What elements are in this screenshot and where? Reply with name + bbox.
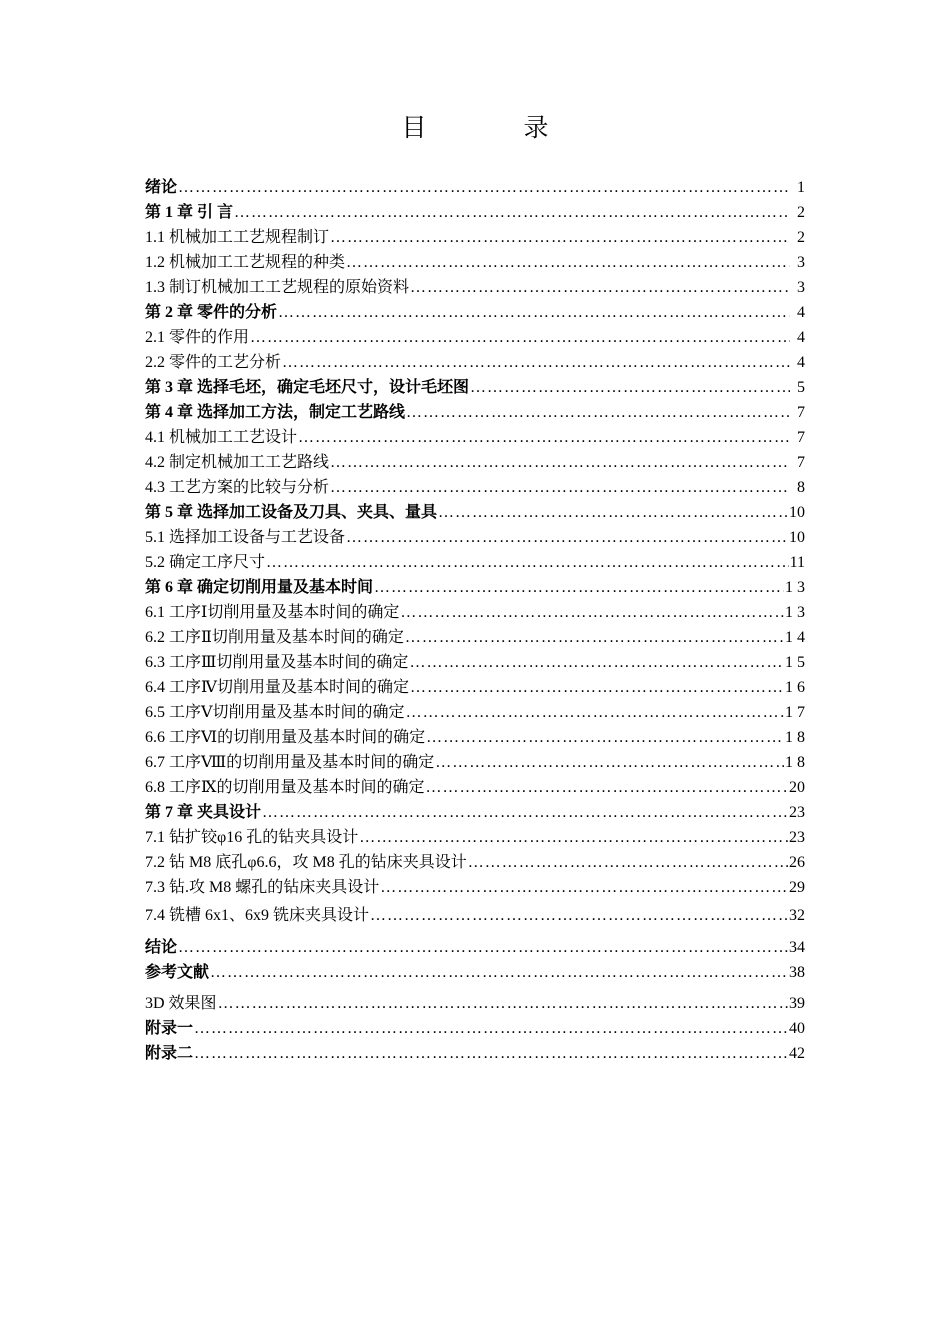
toc-entry[interactable]: [145, 178, 805, 198]
toc-entry-page-number: 1 5: [785, 654, 805, 671]
toc-entry[interactable]: [145, 528, 805, 548]
toc-entry-page-number: 1: [797, 179, 805, 196]
toc-entry-label: 1.1 机械加工工艺规程制订: [145, 229, 330, 246]
toc-entry-page-number: 23: [789, 804, 805, 821]
toc-leader-dots: [298, 428, 790, 448]
toc-entry-label: 附录一: [145, 1020, 194, 1037]
toc-leader-dots: [330, 228, 790, 248]
toc-entry-label: 参考文献: [145, 964, 210, 981]
toc-entry-label: 第 7 章 夹具设计: [145, 804, 262, 821]
toc-entry[interactable]: [145, 938, 805, 958]
toc-entry[interactable]: [145, 828, 805, 848]
toc-entry-page-number: 1 6: [785, 679, 805, 696]
toc-entry[interactable]: [145, 878, 805, 898]
toc-leader-dots: [178, 938, 788, 958]
toc-leader-dots: [405, 628, 784, 648]
toc-leader-dots: [470, 378, 790, 398]
toc-leader-dots: [262, 803, 788, 823]
toc-leader-dots: [282, 353, 790, 373]
toc-entry-page-number: 26: [789, 854, 805, 871]
toc-leader-dots: [435, 753, 784, 773]
toc-entry-page-number: 1 3: [785, 604, 805, 621]
toc-entry-page-number: 7: [797, 404, 805, 421]
toc-entry-label: 7.3 钻.攻 M8 螺孔的钻床夹具设计: [145, 879, 380, 896]
toc-entry-page-number: 3: [797, 279, 805, 296]
toc-entry-page-number: 4: [797, 304, 805, 321]
toc-entry-page-number: 23: [789, 829, 805, 846]
toc-entry-label: 第 4 章 选择加工方法，制定工艺路线: [145, 404, 406, 421]
toc-entry-label: 附录二: [145, 1045, 194, 1062]
toc-entry[interactable]: [145, 253, 805, 273]
toc-entry-page-number: 38: [789, 964, 805, 981]
toc-entry-label: 第 6 章 确定切削用量及基本时间: [145, 579, 374, 596]
toc-entry[interactable]: [145, 303, 805, 323]
toc-entry-page-number: 40: [789, 1020, 805, 1037]
toc-entry-label: 绪论: [145, 179, 178, 196]
toc-entry-page-number: 7: [797, 454, 805, 471]
toc-entry-page-number: 42: [789, 1045, 805, 1062]
toc-leader-dots: [218, 994, 788, 1014]
toc-leader-dots: [374, 578, 784, 598]
toc-leader-dots: [409, 653, 784, 673]
toc-entry-label: 第 1 章 引 言: [145, 204, 234, 221]
toc-leader-dots: [359, 828, 788, 848]
toc-entry-label: 6.4 工序Ⅳ切削用量及基本时间的确定: [145, 679, 409, 696]
toc-leader-dots: [426, 728, 784, 748]
toc-entry-label: 6.6 工序Ⅵ的切削用量及基本时间的确定: [145, 729, 426, 746]
toc-entry[interactable]: [145, 963, 805, 983]
toc-entry[interactable]: [145, 228, 805, 248]
toc-leader-dots: [194, 1044, 788, 1064]
toc-leader-dots: [406, 403, 790, 423]
toc-entry-page-number: 7: [797, 429, 805, 446]
toc-entry-page-number: 10: [789, 529, 805, 546]
toc-entry[interactable]: [145, 803, 805, 823]
toc-entry[interactable]: [145, 703, 805, 723]
toc-entry-page-number: 4: [797, 329, 805, 346]
toc-entry-page-number: 11: [789, 554, 805, 571]
toc-leader-dots: [346, 528, 788, 548]
toc-leader-dots: [406, 703, 784, 723]
toc-entry-label: 4.2 制定机械加工工艺路线: [145, 454, 330, 471]
toc-leader-dots: [370, 906, 788, 926]
toc-entry-label: 2.1 零件的作用: [145, 329, 250, 346]
toc-entry-label: 5.1 选择加工设备与工艺设备: [145, 529, 346, 546]
toc-leader-dots: [380, 878, 788, 898]
toc-entry[interactable]: [145, 853, 805, 873]
toc-entry[interactable]: [145, 753, 805, 773]
toc-entry[interactable]: [145, 403, 805, 423]
toc-entry[interactable]: [145, 603, 805, 623]
toc-entry-page-number: 1 3: [785, 579, 805, 596]
toc-entry-page-number: 34: [789, 939, 805, 956]
toc-entry-label: 6.5 工序Ⅴ切削用量及基本时间的确定: [145, 704, 405, 721]
toc-leader-dots: [330, 478, 790, 498]
toc-entry-label: 1.2 机械加工工艺规程的种类: [145, 254, 346, 271]
toc-entry-page-number: 5: [797, 379, 805, 396]
toc-entry-page-number: 1 7: [785, 704, 805, 721]
toc-entry-label: 7.2 钻 M8 底孔φ6.6，攻 M8 孔的钻床夹具设计: [145, 854, 467, 871]
toc-entry-page-number: 2: [797, 229, 805, 246]
toc-entry-page-number: 32: [789, 907, 805, 924]
toc-entry-page-number: 29: [789, 879, 805, 896]
toc-entry-label: 7.1 钻扩铰φ16 孔的钻夹具设计: [145, 829, 359, 846]
toc-entry[interactable]: [145, 778, 805, 798]
toc-leader-dots: [400, 603, 784, 623]
toc-entry-label: 4.1 机械加工工艺设计: [145, 429, 298, 446]
toc-entry[interactable]: [145, 906, 805, 926]
toc-entry-label: 第 5 章 选择加工设备及刀具、夹具、量具: [145, 504, 438, 521]
toc-entry-label: 5.2 确定工序尺寸: [145, 554, 266, 571]
toc-entry-page-number: 8: [797, 479, 805, 496]
toc-entry-page-number: 10: [789, 504, 805, 521]
toc-entry[interactable]: [145, 428, 805, 448]
toc-entry[interactable]: [145, 653, 805, 673]
toc-entry-label: 2.2 零件的工艺分析: [145, 354, 282, 371]
toc-entry-label: 3D 效果图: [145, 995, 217, 1012]
toc-entry[interactable]: [145, 578, 805, 598]
toc-leader-dots: [266, 553, 789, 573]
toc-leader-dots: [194, 1019, 788, 1039]
toc-entry-label: 第 3 章 选择毛坯，确定毛坯尺寸，设计毛坯图: [145, 379, 470, 396]
toc-leader-dots: [234, 203, 790, 223]
toc-entry-label: 结论: [145, 939, 178, 956]
toc-entry-label: 4.3 工艺方案的比较与分析: [145, 479, 330, 496]
toc-entry-page-number: 39: [789, 995, 805, 1012]
toc-entry-page-number: 3: [797, 254, 805, 271]
toc-entry-page-number: 2: [797, 204, 805, 221]
toc-leader-dots: [250, 328, 790, 348]
toc-entry[interactable]: [145, 278, 805, 298]
toc-entry-label: 7.4 铣槽 6x1、6x9 铣床夹具设计: [145, 907, 370, 924]
toc-entry-label: 6.7 工序Ⅷ的切削用量及基本时间的确定: [145, 754, 435, 771]
toc-entry-page-number: 4: [797, 354, 805, 371]
toc-leader-dots: [410, 278, 790, 298]
toc-entry[interactable]: [145, 353, 805, 373]
toc-entry-page-number: 20: [789, 779, 805, 796]
toc-entry[interactable]: [145, 203, 805, 223]
toc-entry[interactable]: [145, 503, 805, 523]
toc-entry[interactable]: [145, 453, 805, 473]
toc-leader-dots: [210, 963, 788, 983]
toc-entry-page-number: 1 8: [785, 754, 805, 771]
toc-leader-dots: [425, 778, 788, 798]
toc-entry-label: 6.2 工序Ⅱ切削用量及基本时间的确定: [145, 629, 404, 646]
toc-entry-label: 1.3 制订机械加工工艺规程的原始资料: [145, 279, 410, 296]
toc-entry[interactable]: [145, 328, 805, 348]
toc-entry[interactable]: [145, 478, 805, 498]
toc-leader-dots: [346, 253, 790, 273]
toc-entry-page-number: 1 4: [785, 629, 805, 646]
toc-entry-label: 6.8 工序Ⅸ的切削用量及基本时间的确定: [145, 779, 425, 796]
toc-leader-dots: [278, 303, 790, 323]
toc-entry[interactable]: [145, 378, 805, 398]
toc-leader-dots: [468, 853, 788, 873]
toc-entry[interactable]: [145, 628, 805, 648]
toc-entry[interactable]: [145, 728, 805, 748]
toc-leader-dots: [178, 178, 790, 198]
toc-entry[interactable]: [145, 1044, 805, 1064]
toc-entry[interactable]: [145, 1019, 805, 1039]
toc-entry[interactable]: [145, 553, 805, 573]
toc-entry[interactable]: [145, 678, 805, 698]
toc-entry-label: 第 2 章 零件的分析: [145, 304, 278, 321]
toc-entry-label: 6.3 工序Ⅲ切削用量及基本时间的确定: [145, 654, 409, 671]
toc-entry-label: 6.1 工序Ⅰ切削用量及基本时间的确定: [145, 604, 400, 621]
toc-title: 目 录: [401, 113, 585, 142]
toc-leader-dots: [410, 678, 784, 698]
toc-entry[interactable]: [145, 994, 805, 1014]
toc-entry-page-number: 1 8: [785, 729, 805, 746]
toc-leader-dots: [330, 453, 790, 473]
toc-leader-dots: [438, 503, 788, 523]
